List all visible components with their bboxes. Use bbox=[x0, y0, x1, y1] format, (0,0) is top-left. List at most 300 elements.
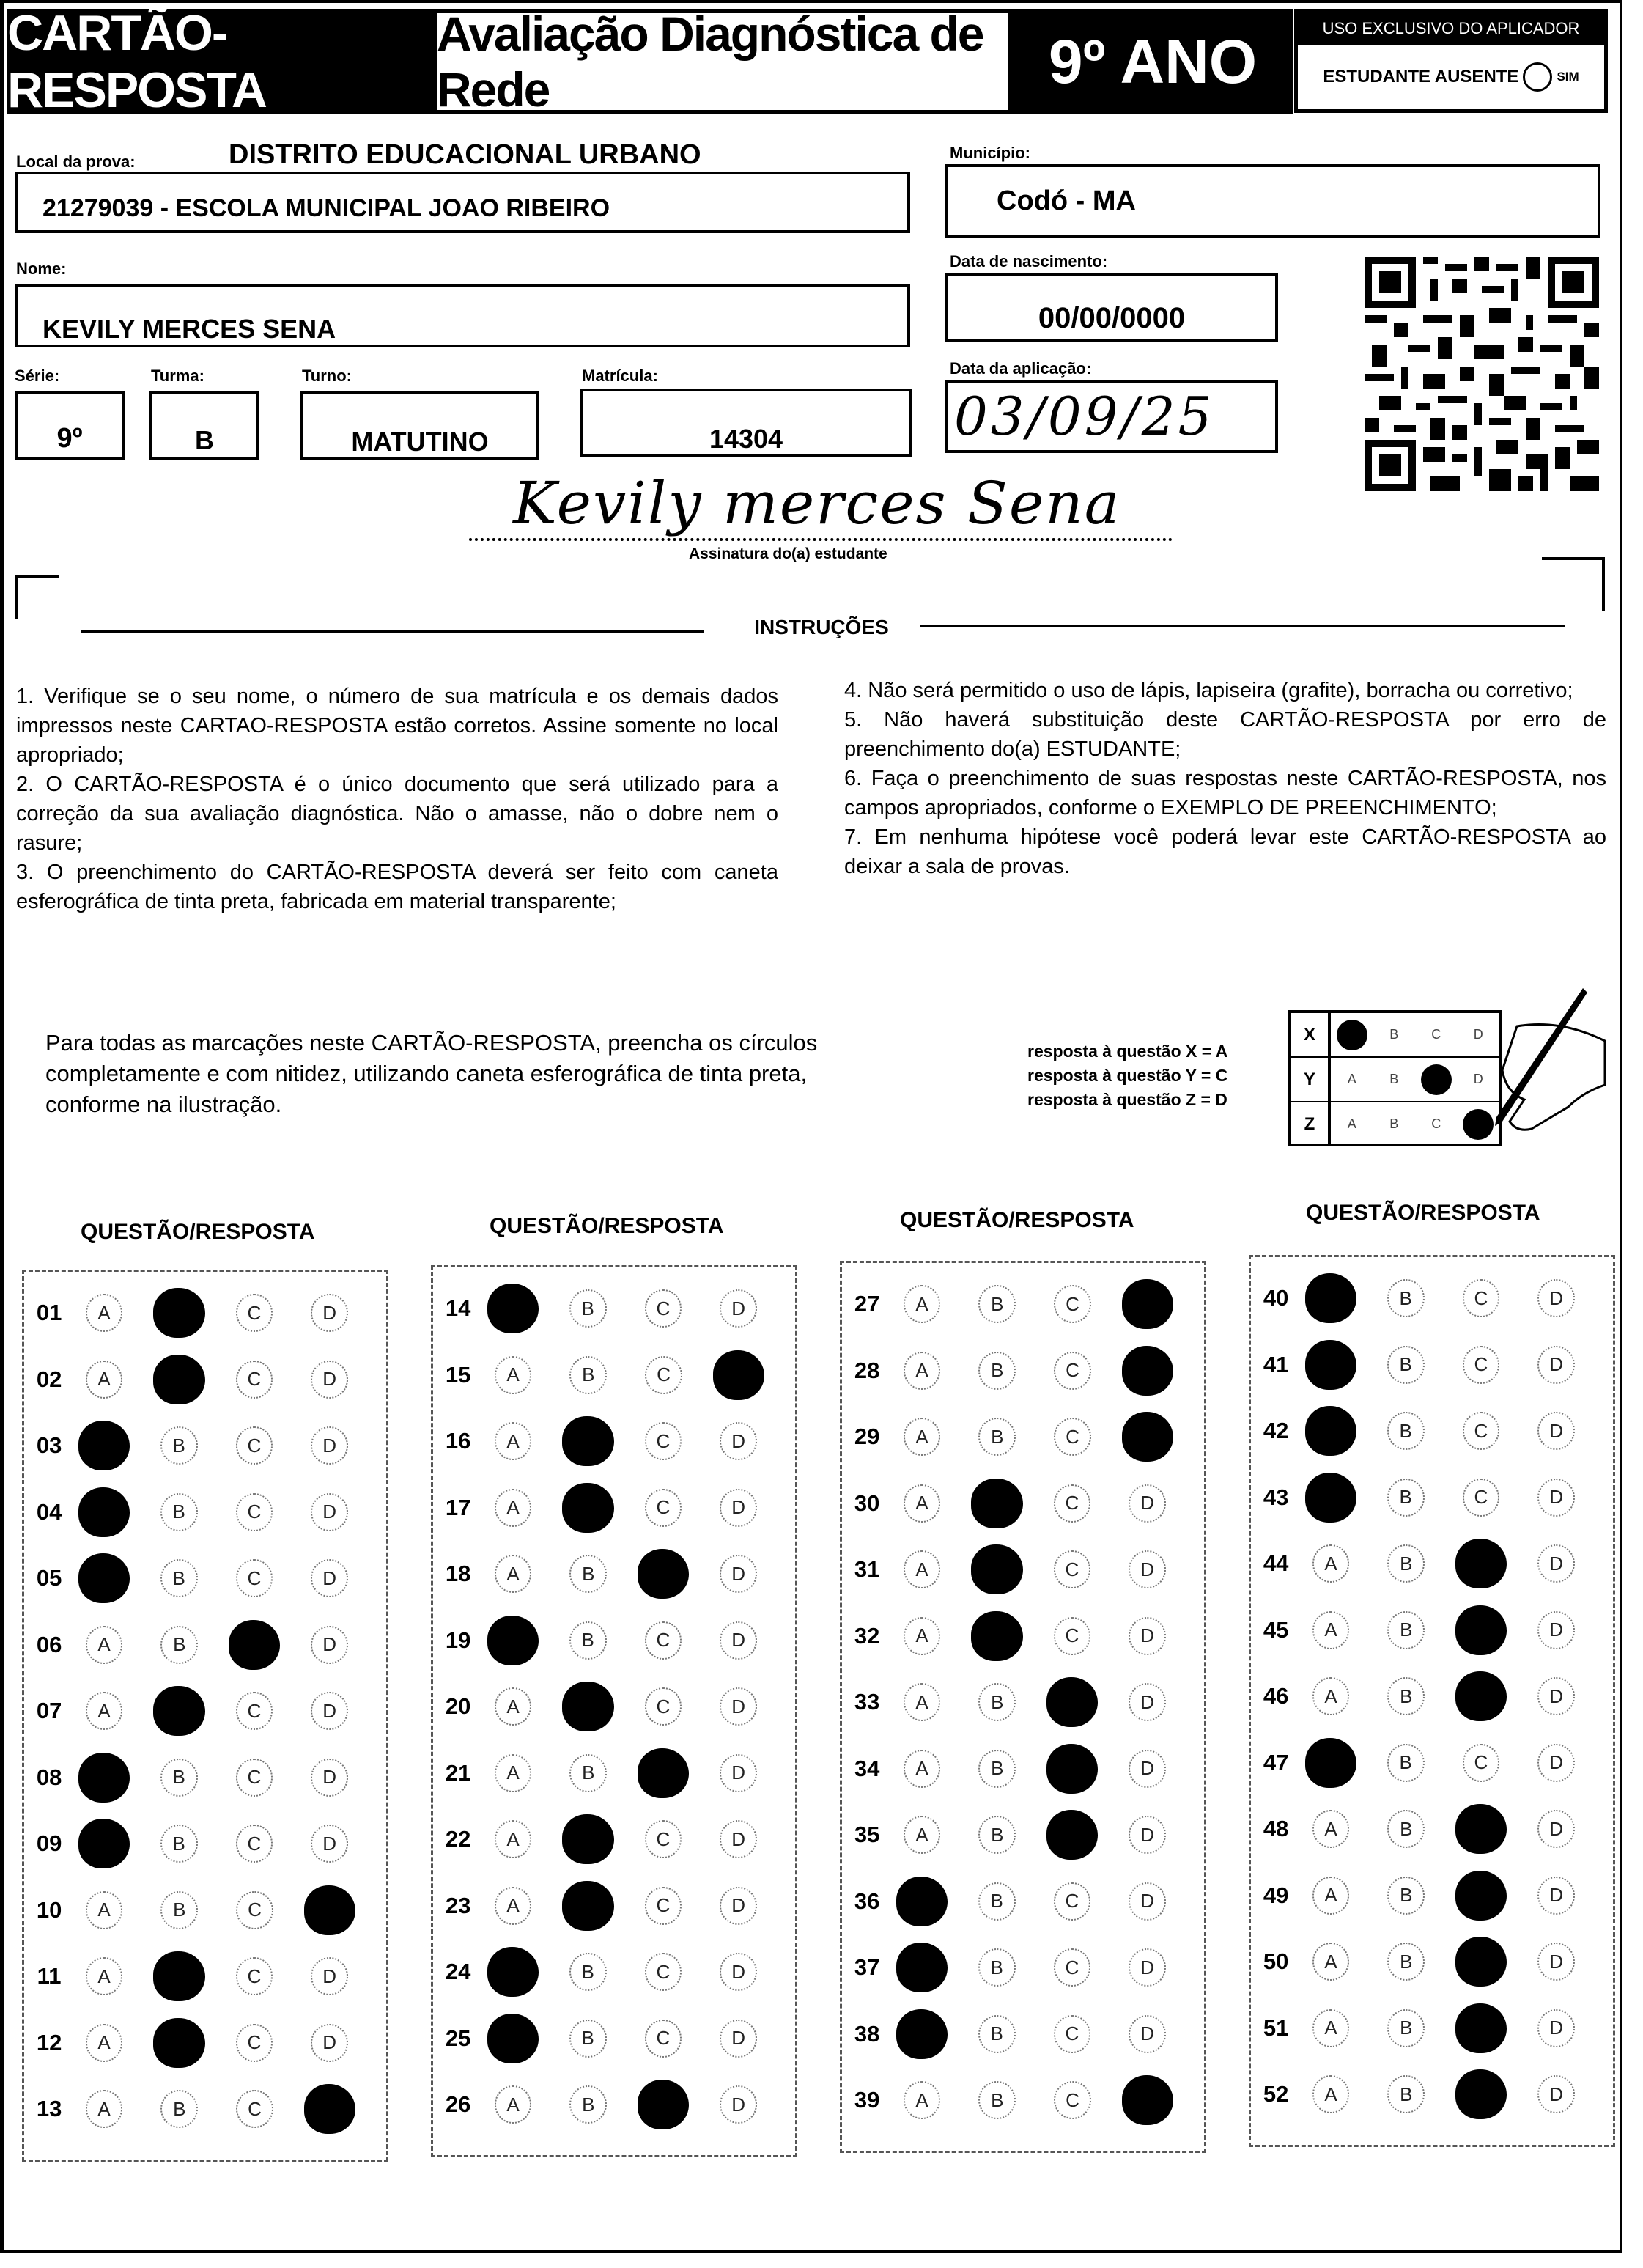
answer-bubble[interactable]: D bbox=[311, 1426, 348, 1465]
answer-bubble[interactable]: A bbox=[904, 1683, 941, 1721]
answer-row bbox=[1251, 1738, 1613, 1788]
student-signature[interactable]: Kevily merces Sena bbox=[513, 469, 1121, 537]
answer-bubble[interactable]: D bbox=[720, 1555, 757, 1593]
applicator-title: USO EXCLUSIVO DO APLICADOR bbox=[1298, 12, 1604, 45]
answer-bubble[interactable]: B bbox=[160, 1891, 198, 1929]
question-number: 04 bbox=[36, 1498, 62, 1525]
answer-bubble[interactable]: B bbox=[160, 1626, 198, 1664]
answer-bubble[interactable]: D bbox=[1537, 1943, 1575, 1981]
answer-bubble[interactable]: C bbox=[1463, 1346, 1500, 1384]
answer-bubble-filled[interactable] bbox=[1455, 2069, 1507, 2119]
answer-bubble-filled[interactable] bbox=[1455, 1671, 1507, 1721]
answer-bubble-filled[interactable] bbox=[153, 2018, 204, 2068]
answer-row bbox=[1251, 2069, 1613, 2119]
answer-bubble[interactable]: D bbox=[720, 2020, 757, 2058]
example-bubble: B bbox=[1389, 1027, 1399, 1042]
answer-bubble[interactable]: D bbox=[1537, 1677, 1575, 1715]
nome-value: KEVILY MERCES SENA bbox=[43, 314, 336, 344]
answer-bubble[interactable]: B bbox=[978, 1352, 1016, 1390]
answer-bubble[interactable]: C bbox=[236, 1692, 273, 1730]
answer-bubble[interactable]: C bbox=[1054, 1285, 1091, 1323]
answer-bubble-filled[interactable] bbox=[304, 2084, 355, 2134]
answer-bubble-filled[interactable] bbox=[153, 1686, 204, 1736]
answer-bubble[interactable]: A bbox=[86, 1692, 123, 1730]
aplicacao-label: Data da aplicação: bbox=[950, 359, 1092, 378]
answer-bubble[interactable]: C bbox=[1054, 1617, 1091, 1655]
answer-row bbox=[433, 1881, 795, 1931]
answer-bubble[interactable]: A bbox=[495, 1555, 532, 1593]
answer-row bbox=[433, 2014, 795, 2063]
answer-bubble[interactable]: D bbox=[1129, 1750, 1166, 1788]
answer-bubble[interactable]: D bbox=[1129, 1617, 1166, 1655]
answer-bubble[interactable]: D bbox=[1537, 1877, 1575, 1915]
question-number: 31 bbox=[854, 1556, 880, 1582]
answer-bubble[interactable]: B bbox=[1387, 1611, 1425, 1649]
answer-bubble[interactable]: A bbox=[1312, 2075, 1350, 2113]
question-number: 45 bbox=[1263, 1616, 1289, 1643]
answer-bubble[interactable]: A bbox=[86, 1891, 123, 1929]
answer-row bbox=[842, 1479, 1204, 1528]
answer-bubble[interactable]: C bbox=[645, 1621, 682, 1660]
answer-bubble-filled[interactable] bbox=[1305, 1473, 1356, 1523]
question-number: 20 bbox=[445, 1693, 471, 1719]
answer-bubble[interactable]: A bbox=[1312, 1943, 1350, 1981]
answer-bubble[interactable]: B bbox=[1387, 1412, 1425, 1450]
answer-bubble[interactable]: D bbox=[720, 1687, 757, 1726]
answer-bubble[interactable]: B bbox=[978, 1882, 1016, 1921]
answer-bubble-filled[interactable] bbox=[562, 1483, 613, 1533]
answer-bubble[interactable]: D bbox=[311, 2024, 348, 2062]
answer-row bbox=[1251, 1605, 1613, 1655]
answer-bubble[interactable]: C bbox=[645, 1820, 682, 1858]
answer-bubble[interactable]: B bbox=[1387, 1744, 1425, 1782]
answer-row bbox=[24, 1288, 386, 1338]
answer-bubble-filled[interactable] bbox=[78, 1421, 130, 1470]
answer-bubble[interactable]: D bbox=[720, 1887, 757, 1925]
answer-bubble[interactable]: B bbox=[160, 1559, 198, 1597]
answer-bubble[interactable]: A bbox=[495, 1422, 532, 1460]
answer-bubble[interactable]: A bbox=[904, 1816, 941, 1854]
answer-bubble-filled[interactable] bbox=[229, 1620, 280, 1670]
answer-bubble[interactable]: C bbox=[1054, 1550, 1091, 1588]
answer-bubble-filled[interactable] bbox=[562, 1814, 613, 1864]
school-value: 21279039 - ESCOLA MUNICIPAL JOAO RIBEIRO bbox=[43, 194, 610, 222]
answer-bubble[interactable]: D bbox=[1537, 1544, 1575, 1583]
answer-bubble[interactable]: B bbox=[160, 1759, 198, 1797]
answer-bubble[interactable]: C bbox=[1054, 1948, 1091, 1987]
answer-bubble[interactable]: D bbox=[311, 1559, 348, 1597]
answer-row bbox=[842, 1677, 1204, 1727]
answer-bubble[interactable]: C bbox=[645, 1953, 682, 1991]
question-number: 41 bbox=[1263, 1351, 1289, 1377]
answer-bubble[interactable]: D bbox=[1129, 2015, 1166, 2053]
answer-bubble[interactable]: A bbox=[1312, 1544, 1350, 1583]
answer-bubble[interactable]: A bbox=[86, 2024, 123, 2062]
answer-bubble[interactable]: B bbox=[160, 1493, 198, 1531]
answer-bubble[interactable]: C bbox=[645, 1887, 682, 1925]
answer-bubble[interactable]: A bbox=[495, 1489, 532, 1527]
answer-bubble-filled[interactable] bbox=[896, 1943, 948, 1992]
answer-bubble[interactable]: C bbox=[236, 1891, 273, 1929]
municipio-value: Codó - MA bbox=[997, 185, 1136, 216]
answer-bubble-filled[interactable] bbox=[971, 1611, 1022, 1661]
answer-bubble[interactable]: C bbox=[645, 2020, 682, 2058]
answer-bubble-filled[interactable] bbox=[713, 1350, 764, 1400]
answer-bubble[interactable]: A bbox=[1312, 1810, 1350, 1848]
answer-bubble[interactable]: D bbox=[1537, 1346, 1575, 1384]
answer-bubble[interactable]: C bbox=[236, 1825, 273, 1863]
answer-bubble-filled[interactable] bbox=[896, 1877, 948, 1926]
answer-bubble-filled[interactable] bbox=[1305, 1340, 1356, 1390]
pen-hand-icon bbox=[1473, 982, 1612, 1144]
answer-bubble-filled[interactable] bbox=[78, 1553, 130, 1603]
answer-bubble[interactable]: A bbox=[904, 1418, 941, 1456]
question-number: 48 bbox=[1263, 1816, 1289, 1841]
answer-bubble[interactable]: C bbox=[1463, 1479, 1500, 1517]
answer-bubble-filled[interactable] bbox=[1305, 1738, 1356, 1788]
answer-bubble[interactable]: B bbox=[1387, 2009, 1425, 2047]
answer-bubble[interactable]: B bbox=[978, 2081, 1016, 2119]
answer-bubble[interactable]: C bbox=[645, 1356, 682, 1394]
answer-bubble[interactable]: B bbox=[978, 1816, 1016, 1854]
answer-column-title: QUESTÃO/RESPOSTA bbox=[1306, 1201, 1540, 1225]
answer-bubble[interactable]: D bbox=[311, 1957, 348, 1995]
answer-bubble[interactable]: C bbox=[1054, 1484, 1091, 1523]
answer-bubble-filled[interactable] bbox=[153, 1355, 204, 1404]
question-number: 38 bbox=[854, 2020, 880, 2047]
answer-bubble[interactable]: B bbox=[978, 1948, 1016, 1987]
answer-bubble-filled[interactable] bbox=[487, 1616, 539, 1665]
answer-bubble-filled[interactable] bbox=[1046, 1810, 1098, 1860]
answer-bubble-filled[interactable] bbox=[78, 1819, 130, 1868]
answer-bubble[interactable]: B bbox=[978, 1285, 1016, 1323]
nascimento-value: 00/00/0000 bbox=[1038, 301, 1186, 334]
answer-bubble-filled[interactable] bbox=[78, 1487, 130, 1537]
answer-bubble[interactable]: D bbox=[1537, 2075, 1575, 2113]
answer-bubble[interactable]: D bbox=[720, 1289, 757, 1328]
question-number: 46 bbox=[1263, 1683, 1289, 1709]
answer-bubble[interactable]: D bbox=[720, 1621, 757, 1660]
answer-bubble[interactable]: D bbox=[720, 1953, 757, 1991]
answer-bubble[interactable]: B bbox=[1387, 1544, 1425, 1583]
answer-bubble[interactable]: D bbox=[720, 1820, 757, 1858]
answer-row bbox=[24, 2018, 386, 2068]
answer-row bbox=[24, 1620, 386, 1670]
answer-bubble[interactable]: D bbox=[1129, 1683, 1166, 1721]
answer-bubble[interactable]: C bbox=[1463, 1412, 1500, 1450]
applicator-box bbox=[1294, 9, 1608, 113]
answer-bubble[interactable]: B bbox=[160, 1825, 198, 1863]
answer-bubble[interactable]: A bbox=[1312, 1677, 1350, 1715]
answer-bubble[interactable]: A bbox=[495, 1356, 532, 1394]
answer-bubble[interactable]: D bbox=[311, 1692, 348, 1730]
answer-bubble[interactable]: B bbox=[978, 1418, 1016, 1456]
question-number: 40 bbox=[1263, 1285, 1289, 1311]
answer-bubble[interactable]: B bbox=[978, 2015, 1016, 2053]
answer-bubble[interactable]: C bbox=[1054, 1352, 1091, 1390]
answer-bubble[interactable]: A bbox=[495, 1687, 532, 1726]
answer-bubble[interactable]: C bbox=[1054, 1418, 1091, 1456]
answer-row bbox=[1251, 1473, 1613, 1523]
answer-bubble[interactable]: C bbox=[236, 1361, 273, 1399]
answer-bubble[interactable]: A bbox=[904, 1550, 941, 1588]
answer-bubble[interactable]: D bbox=[720, 1754, 757, 1792]
answer-bubble[interactable]: D bbox=[1537, 1412, 1575, 1450]
answer-bubble[interactable]: A bbox=[904, 1484, 941, 1523]
answer-row bbox=[842, 2009, 1204, 2059]
answer-bubble-filled[interactable] bbox=[562, 1881, 613, 1931]
question-number: 16 bbox=[445, 1428, 471, 1454]
answer-bubble-filled[interactable] bbox=[896, 2009, 948, 2059]
answer-bubble-filled[interactable] bbox=[562, 1416, 613, 1466]
answer-bubble[interactable]: D bbox=[720, 2085, 757, 2124]
turno-value: MATUTINO bbox=[351, 427, 489, 457]
answer-bubble[interactable]: A bbox=[495, 2085, 532, 2124]
answer-bubble[interactable]: A bbox=[1312, 2009, 1350, 2047]
question-number: 44 bbox=[1263, 1550, 1289, 1576]
question-number: 51 bbox=[1263, 2014, 1289, 2041]
answer-bubble[interactable]: C bbox=[1463, 1279, 1500, 1317]
nome-box bbox=[15, 284, 910, 347]
answer-bubble[interactable]: C bbox=[236, 1957, 273, 1995]
answer-bubble-filled[interactable] bbox=[487, 2014, 539, 2063]
answer-bubble-filled[interactable] bbox=[487, 1947, 539, 1997]
answer-row bbox=[24, 1753, 386, 1803]
answer-bubble[interactable]: A bbox=[86, 1626, 123, 1664]
question-number: 13 bbox=[36, 2096, 62, 2121]
answer-bubble-filled[interactable] bbox=[638, 2080, 689, 2129]
answer-bubble[interactable]: D bbox=[311, 1493, 348, 1531]
local-label: Local da prova: bbox=[16, 152, 136, 171]
card-title: CARTÃO-RESPOSTA bbox=[7, 9, 432, 114]
answer-bubble[interactable]: A bbox=[904, 1750, 941, 1788]
answer-bubble-filled[interactable] bbox=[971, 1544, 1022, 1594]
answer-bubble[interactable]: B bbox=[1387, 1479, 1425, 1517]
answer-bubble[interactable]: C bbox=[645, 1489, 682, 1527]
answer-bubble[interactable]: D bbox=[720, 1422, 757, 1460]
answer-bubble[interactable]: A bbox=[904, 2081, 941, 2119]
answer-bubble[interactable]: C bbox=[236, 1426, 273, 1465]
answer-bubble[interactable]: D bbox=[311, 1759, 348, 1797]
absent-label: ESTUDANTE AUSENTE bbox=[1323, 67, 1519, 86]
answer-bubble-filled[interactable] bbox=[1122, 1412, 1173, 1462]
question-number: 49 bbox=[1263, 1882, 1289, 1908]
answer-bubble[interactable]: C bbox=[645, 1687, 682, 1726]
example-question: X bbox=[1291, 1013, 1331, 1056]
answer-row bbox=[433, 1350, 795, 1400]
answer-bubble[interactable]: D bbox=[1129, 1484, 1166, 1523]
filled-dot-icon bbox=[1421, 1064, 1452, 1095]
answer-bubble[interactable]: B bbox=[569, 1289, 607, 1328]
answer-bubble-filled[interactable] bbox=[1122, 1279, 1173, 1329]
answer-bubble-filled[interactable] bbox=[562, 1682, 613, 1731]
serie-label: Série: bbox=[15, 367, 60, 385]
question-number: 50 bbox=[1263, 1948, 1289, 1974]
signature-label: Assinatura do(a) estudante bbox=[689, 545, 887, 562]
question-number: 25 bbox=[445, 2025, 471, 2051]
question-number: 42 bbox=[1263, 1418, 1289, 1443]
answer-bubble-filled[interactable] bbox=[638, 1549, 689, 1599]
answer-bubble[interactable]: A bbox=[1312, 1611, 1350, 1649]
example-row bbox=[1291, 1058, 1499, 1102]
answer-bubble[interactable]: D bbox=[1537, 2009, 1575, 2047]
answer-bubble[interactable]: B bbox=[1387, 1810, 1425, 1848]
answer-bubble[interactable]: A bbox=[904, 1285, 941, 1323]
answer-bubble[interactable]: D bbox=[1537, 1479, 1575, 1517]
answer-bubble-filled[interactable] bbox=[1455, 1539, 1507, 1588]
question-number: 08 bbox=[36, 1764, 62, 1790]
answer-bubble[interactable]: B bbox=[569, 1953, 607, 1991]
answer-bubble[interactable]: D bbox=[1537, 1611, 1575, 1649]
instruction-item: 5. Não haverá substituição deste CARTÃO-RESPOSTA por erro de preenchimento do(a) ESTUDANTE; bbox=[844, 708, 1606, 761]
question-number: 01 bbox=[36, 1300, 62, 1325]
answer-bubble-filled[interactable] bbox=[1305, 1273, 1356, 1323]
answer-bubble[interactable]: A bbox=[86, 1957, 123, 1995]
answer-bubble[interactable]: B bbox=[569, 1754, 607, 1792]
answer-bubble[interactable]: B bbox=[569, 1356, 607, 1394]
question-number: 07 bbox=[36, 1698, 62, 1723]
answer-bubble[interactable]: D bbox=[1129, 1550, 1166, 1588]
question-number: 29 bbox=[854, 1424, 880, 1449]
question-number: 33 bbox=[854, 1689, 880, 1715]
answer-bubble[interactable]: B bbox=[569, 1555, 607, 1593]
answer-bubble-filled[interactable] bbox=[153, 1951, 204, 2001]
answer-row bbox=[842, 1412, 1204, 1462]
answer-bubble[interactable]: B bbox=[1387, 1346, 1425, 1384]
answer-bubble[interactable]: C bbox=[236, 1294, 273, 1332]
answer-bubble-filled[interactable] bbox=[1046, 1744, 1098, 1794]
answer-row bbox=[1251, 1406, 1613, 1456]
answer-bubble[interactable]: C bbox=[1054, 2081, 1091, 2119]
answer-bubble[interactable]: D bbox=[311, 1825, 348, 1863]
answer-bubble[interactable]: D bbox=[311, 1361, 348, 1399]
answer-bubble[interactable]: B bbox=[569, 2085, 607, 2124]
answer-bubble-filled[interactable] bbox=[1305, 1406, 1356, 1456]
answer-column-title: QUESTÃO/RESPOSTA bbox=[490, 1214, 724, 1238]
answer-bubble[interactable]: A bbox=[86, 1294, 123, 1332]
answer-row bbox=[842, 1279, 1204, 1329]
answer-bubble-filled[interactable] bbox=[1046, 1677, 1098, 1727]
answer-bubble-filled[interactable] bbox=[1455, 1871, 1507, 1921]
answer-bubble[interactable]: C bbox=[645, 1422, 682, 1460]
corner-tr-h bbox=[1542, 557, 1605, 560]
answer-bubble[interactable]: A bbox=[1312, 1877, 1350, 1915]
answer-bubble[interactable]: B bbox=[1387, 1677, 1425, 1715]
answer-bubble[interactable]: B bbox=[978, 1683, 1016, 1721]
answer-column bbox=[431, 1265, 797, 2157]
question-number: 52 bbox=[1263, 2081, 1289, 2107]
answer-bubble[interactable]: C bbox=[1463, 1744, 1500, 1782]
answer-bubble[interactable]: C bbox=[236, 2090, 273, 2128]
answer-row bbox=[433, 1549, 795, 1599]
answer-bubble[interactable]: B bbox=[1387, 2075, 1425, 2113]
answer-row bbox=[433, 2080, 795, 2129]
answer-row bbox=[1251, 1340, 1613, 1390]
answer-bubble[interactable]: D bbox=[1537, 1279, 1575, 1317]
instructions-title: INSTRUÇÕES bbox=[754, 616, 889, 638]
absent-checkbox[interactable] bbox=[1523, 62, 1552, 92]
answer-bubble[interactable]: A bbox=[495, 1754, 532, 1792]
answer-bubble[interactable]: C bbox=[645, 1289, 682, 1328]
answer-bubble[interactable]: C bbox=[236, 1559, 273, 1597]
answer-bubble[interactable]: B bbox=[1387, 1943, 1425, 1981]
answer-bubble-filled[interactable] bbox=[1455, 1804, 1507, 1854]
answer-bubble[interactable]: A bbox=[86, 1361, 123, 1399]
answer-bubble[interactable]: A bbox=[86, 2090, 123, 2128]
answer-bubble-filled[interactable] bbox=[1455, 1937, 1507, 1987]
answer-bubble[interactable]: B bbox=[160, 1426, 198, 1465]
answer-bubble[interactable]: A bbox=[495, 1820, 532, 1858]
answer-bubble-filled[interactable] bbox=[1122, 2075, 1173, 2125]
answer-bubble[interactable]: B bbox=[569, 1621, 607, 1660]
answer-bubble[interactable]: C bbox=[1054, 1882, 1091, 1921]
answer-bubble[interactable]: C bbox=[236, 1493, 273, 1531]
answer-bubble[interactable]: A bbox=[904, 1352, 941, 1390]
answer-bubble[interactable]: B bbox=[978, 1750, 1016, 1788]
answer-bubble[interactable]: D bbox=[311, 1626, 348, 1664]
answer-row bbox=[24, 1885, 386, 1935]
answer-bubble-filled[interactable] bbox=[78, 1753, 130, 1803]
answer-bubble[interactable]: B bbox=[569, 2020, 607, 2058]
answer-bubble[interactable]: D bbox=[1129, 1882, 1166, 1921]
answer-bubble[interactable]: B bbox=[160, 2090, 198, 2128]
answer-bubble-filled[interactable] bbox=[487, 1284, 539, 1333]
answer-bubble-filled[interactable] bbox=[153, 1288, 204, 1338]
answer-bubble[interactable]: D bbox=[1129, 1816, 1166, 1854]
answer-bubble-filled[interactable] bbox=[1455, 1605, 1507, 1655]
answer-bubble[interactable]: B bbox=[1387, 1279, 1425, 1317]
answer-bubble[interactable]: D bbox=[1537, 1744, 1575, 1782]
answer-row bbox=[1251, 1539, 1613, 1588]
answer-row bbox=[24, 1355, 386, 1404]
answer-bubble[interactable]: A bbox=[495, 1887, 532, 1925]
grade-year: 9º ANO bbox=[1013, 9, 1293, 114]
example-legend bbox=[1027, 1039, 1227, 1112]
answer-bubble[interactable]: B bbox=[1387, 1877, 1425, 1915]
answer-bubble[interactable]: D bbox=[311, 1294, 348, 1332]
answer-bubble[interactable]: D bbox=[1129, 1948, 1166, 1987]
question-number: 43 bbox=[1263, 1484, 1289, 1510]
example-bubble: A bbox=[1347, 1116, 1356, 1131]
answer-row bbox=[24, 1686, 386, 1736]
answer-bubble[interactable]: D bbox=[1537, 1810, 1575, 1848]
filled-dot-icon bbox=[1337, 1020, 1367, 1050]
answer-bubble-filled[interactable] bbox=[1122, 1346, 1173, 1396]
answer-bubble[interactable]: A bbox=[904, 1617, 941, 1655]
aplicacao-box[interactable] bbox=[945, 380, 1278, 453]
answer-bubble[interactable]: D bbox=[720, 1489, 757, 1527]
answer-bubble-filled[interactable] bbox=[304, 1885, 355, 1935]
answer-bubble[interactable]: C bbox=[236, 2024, 273, 2062]
answer-bubble[interactable]: C bbox=[1054, 2015, 1091, 2053]
answer-bubble-filled[interactable] bbox=[971, 1479, 1022, 1528]
example-bubble: C bbox=[1431, 1027, 1441, 1042]
question-number: 22 bbox=[445, 1826, 471, 1852]
matricula-box bbox=[580, 389, 912, 457]
example-line: resposta à questão X = A bbox=[1027, 1042, 1228, 1061]
turno-label: Turno: bbox=[302, 367, 352, 385]
qr-code-icon bbox=[1365, 257, 1599, 491]
question-number: 27 bbox=[854, 1291, 880, 1317]
answer-bubble-filled[interactable] bbox=[638, 1748, 689, 1798]
instructions-left bbox=[16, 682, 778, 916]
question-number: 05 bbox=[36, 1565, 62, 1591]
answer-bubble[interactable]: C bbox=[236, 1759, 273, 1797]
instruction-item: 1. Verifique se o seu nome, o número de sua matrícula e os demais dados impressos neste CARTAO-RESPOSTA estão corretos. Assine somente no local apropriado; bbox=[16, 685, 778, 767]
example-row bbox=[1291, 1102, 1499, 1146]
example-bubble: B bbox=[1389, 1072, 1399, 1086]
answer-bubble-filled[interactable] bbox=[1455, 2003, 1507, 2053]
